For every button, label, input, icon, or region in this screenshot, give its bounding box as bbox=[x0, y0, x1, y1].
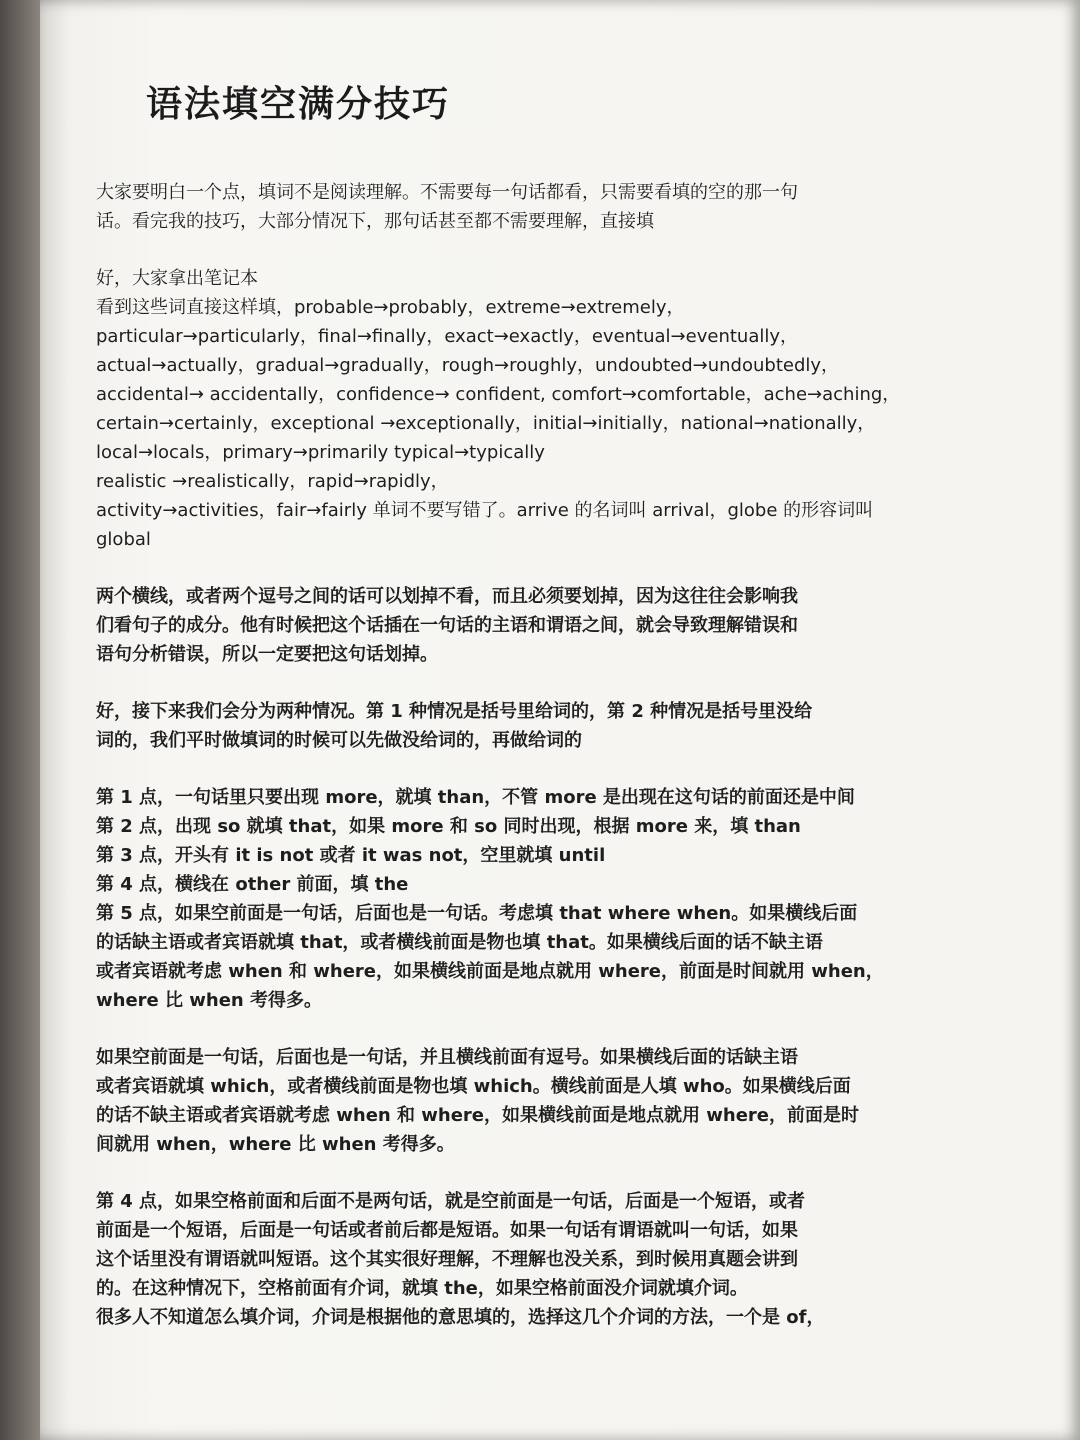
text-line: 如果空前面是一句话，后面也是一句话，并且横线前面有逗号。如果横线后面的话缺主语 bbox=[96, 1047, 798, 1068]
list-item: 第 4 点，横线在 other 前面，填 the bbox=[96, 874, 409, 895]
text-line: local→locals，primary→primarily typical→typically bbox=[96, 442, 545, 463]
list-item: 第 2 点，出现 so 就填 that，如果 more 和 so 同时出现，根据 more 来，填 than bbox=[96, 816, 801, 837]
text-line: 大家要明白一个点，填词不是阅读理解。不需要每一句话都看，只需要看填的空的那一句 bbox=[96, 182, 798, 203]
list-item: 第 1 点，一句话里只要出现 more，就填 than，不管 more 是出现在这句话的前面还是中间 bbox=[96, 787, 855, 808]
list-item: 或者宾语就考虑 when 和 where，如果横线前面是地点就用 where，前面是时间就用 when， bbox=[96, 961, 884, 982]
text-line: 好，大家拿出笔记本 bbox=[96, 268, 258, 289]
page-content bbox=[96, 178, 946, 1332]
text-line: realistic →realistically，rapid→rapidly， bbox=[96, 471, 449, 492]
page-title: 语法填空满分技巧 bbox=[146, 84, 451, 125]
text-line: activity→activities，fair→fairly 单词不要写错了。arrive 的名词叫 arrival，globe 的形容词叫 bbox=[96, 500, 874, 521]
text-line: 们看句子的成分。他有时候把这个话插在一句话的主语和谓语之间，就会导致理解错误和 bbox=[96, 615, 798, 636]
list-item: 第 5 点，如果空前面是一句话，后面也是一句话。考虑填 that where when。如果横线后面 bbox=[96, 903, 858, 924]
phrase-case-paragraph bbox=[96, 1187, 946, 1332]
text-line: 两个横线，或者两个逗号之间的话可以划掉不看，而且必须要划掉，因为这往往会影响我 bbox=[96, 586, 798, 607]
text-line: 前面是一个短语，后面是一句话或者前后都是短语。如果一句话有谓语就叫一句话，如果 bbox=[96, 1220, 798, 1241]
text-line: 的。在这种情况下，空格前面有介词，就填 the，如果空格前面没介词就填介词。 bbox=[96, 1278, 748, 1299]
text-line: particular→particularly，final→finally，exact→exactly，eventual→eventually， bbox=[96, 326, 798, 347]
intro-paragraph bbox=[96, 178, 946, 236]
text-line: 词的，我们平时做填词的时候可以先做没给词的，再做给词的 bbox=[96, 730, 582, 751]
two-cases-paragraph bbox=[96, 697, 946, 755]
list-item: 的话缺主语或者宾语就填 that，或者横线前面是物也填 that。如果横线后面的话不缺主语 bbox=[96, 932, 823, 953]
spacer bbox=[96, 554, 946, 582]
text-line: 第 4 点，如果空格前面和后面不是两句话，就是空前面是一句话，后面是一个短语，或者 bbox=[96, 1191, 806, 1212]
text-line: 话。看完我的技巧，大部分情况下，那句话甚至都不需要理解，直接填 bbox=[96, 211, 654, 232]
points-list bbox=[96, 783, 946, 1015]
text-line: 很多人不知道怎么填介词，介词是根据他的意思填的，选择这几个介词的方法，一个是 of， bbox=[96, 1307, 825, 1328]
text-line: 的话不缺主语或者宾语就考虑 when 和 where，如果横线前面是地点就用 where，前面是时 bbox=[96, 1105, 860, 1126]
dash-rule-paragraph bbox=[96, 582, 946, 669]
spacer bbox=[96, 236, 946, 264]
text-line: 或者宾语就填 which，或者横线前面是物也填 which。横线前面是人填 who。如果横线后面 bbox=[96, 1076, 851, 1097]
comma-case-paragraph bbox=[96, 1043, 946, 1159]
spacer bbox=[96, 1159, 946, 1187]
text-line: accidental→ accidentally，confidence→ confident, comfort→comfortable，ache→aching， bbox=[96, 384, 901, 405]
text-line: global bbox=[96, 529, 151, 550]
text-line: 这个话里没有谓语就叫短语。这个其实很好理解，不理解也没关系，到时候用真题会讲到 bbox=[96, 1249, 798, 1270]
text-line: 间就用 when，where 比 when 考得多。 bbox=[96, 1134, 455, 1155]
text-line: 好，接下来我们会分为两种情况。第 1 种情况是括号里给词的，第 2 种情况是括号里没给 bbox=[96, 701, 813, 722]
list-item: 第 3 点，开头有 it is not 或者 it was not，空里就填 until bbox=[96, 845, 606, 866]
notebook-paragraph bbox=[96, 264, 946, 554]
text-line: 看到这些词直接这样填，probable→probably，extreme→extremely， bbox=[96, 297, 685, 318]
spacer bbox=[96, 1015, 946, 1043]
text-line: 语句分析错误，所以一定要把这句话划掉。 bbox=[96, 644, 438, 665]
spacer bbox=[96, 755, 946, 783]
text-line: certain→certainly，exceptional →exceptionally，initial→initially，national→nationally， bbox=[96, 413, 876, 434]
spacer bbox=[96, 669, 946, 697]
list-item: where 比 when 考得多。 bbox=[96, 990, 323, 1011]
text-line: actual→actually，gradual→gradually，rough→roughly，undoubted→undoubtedly， bbox=[96, 355, 840, 376]
